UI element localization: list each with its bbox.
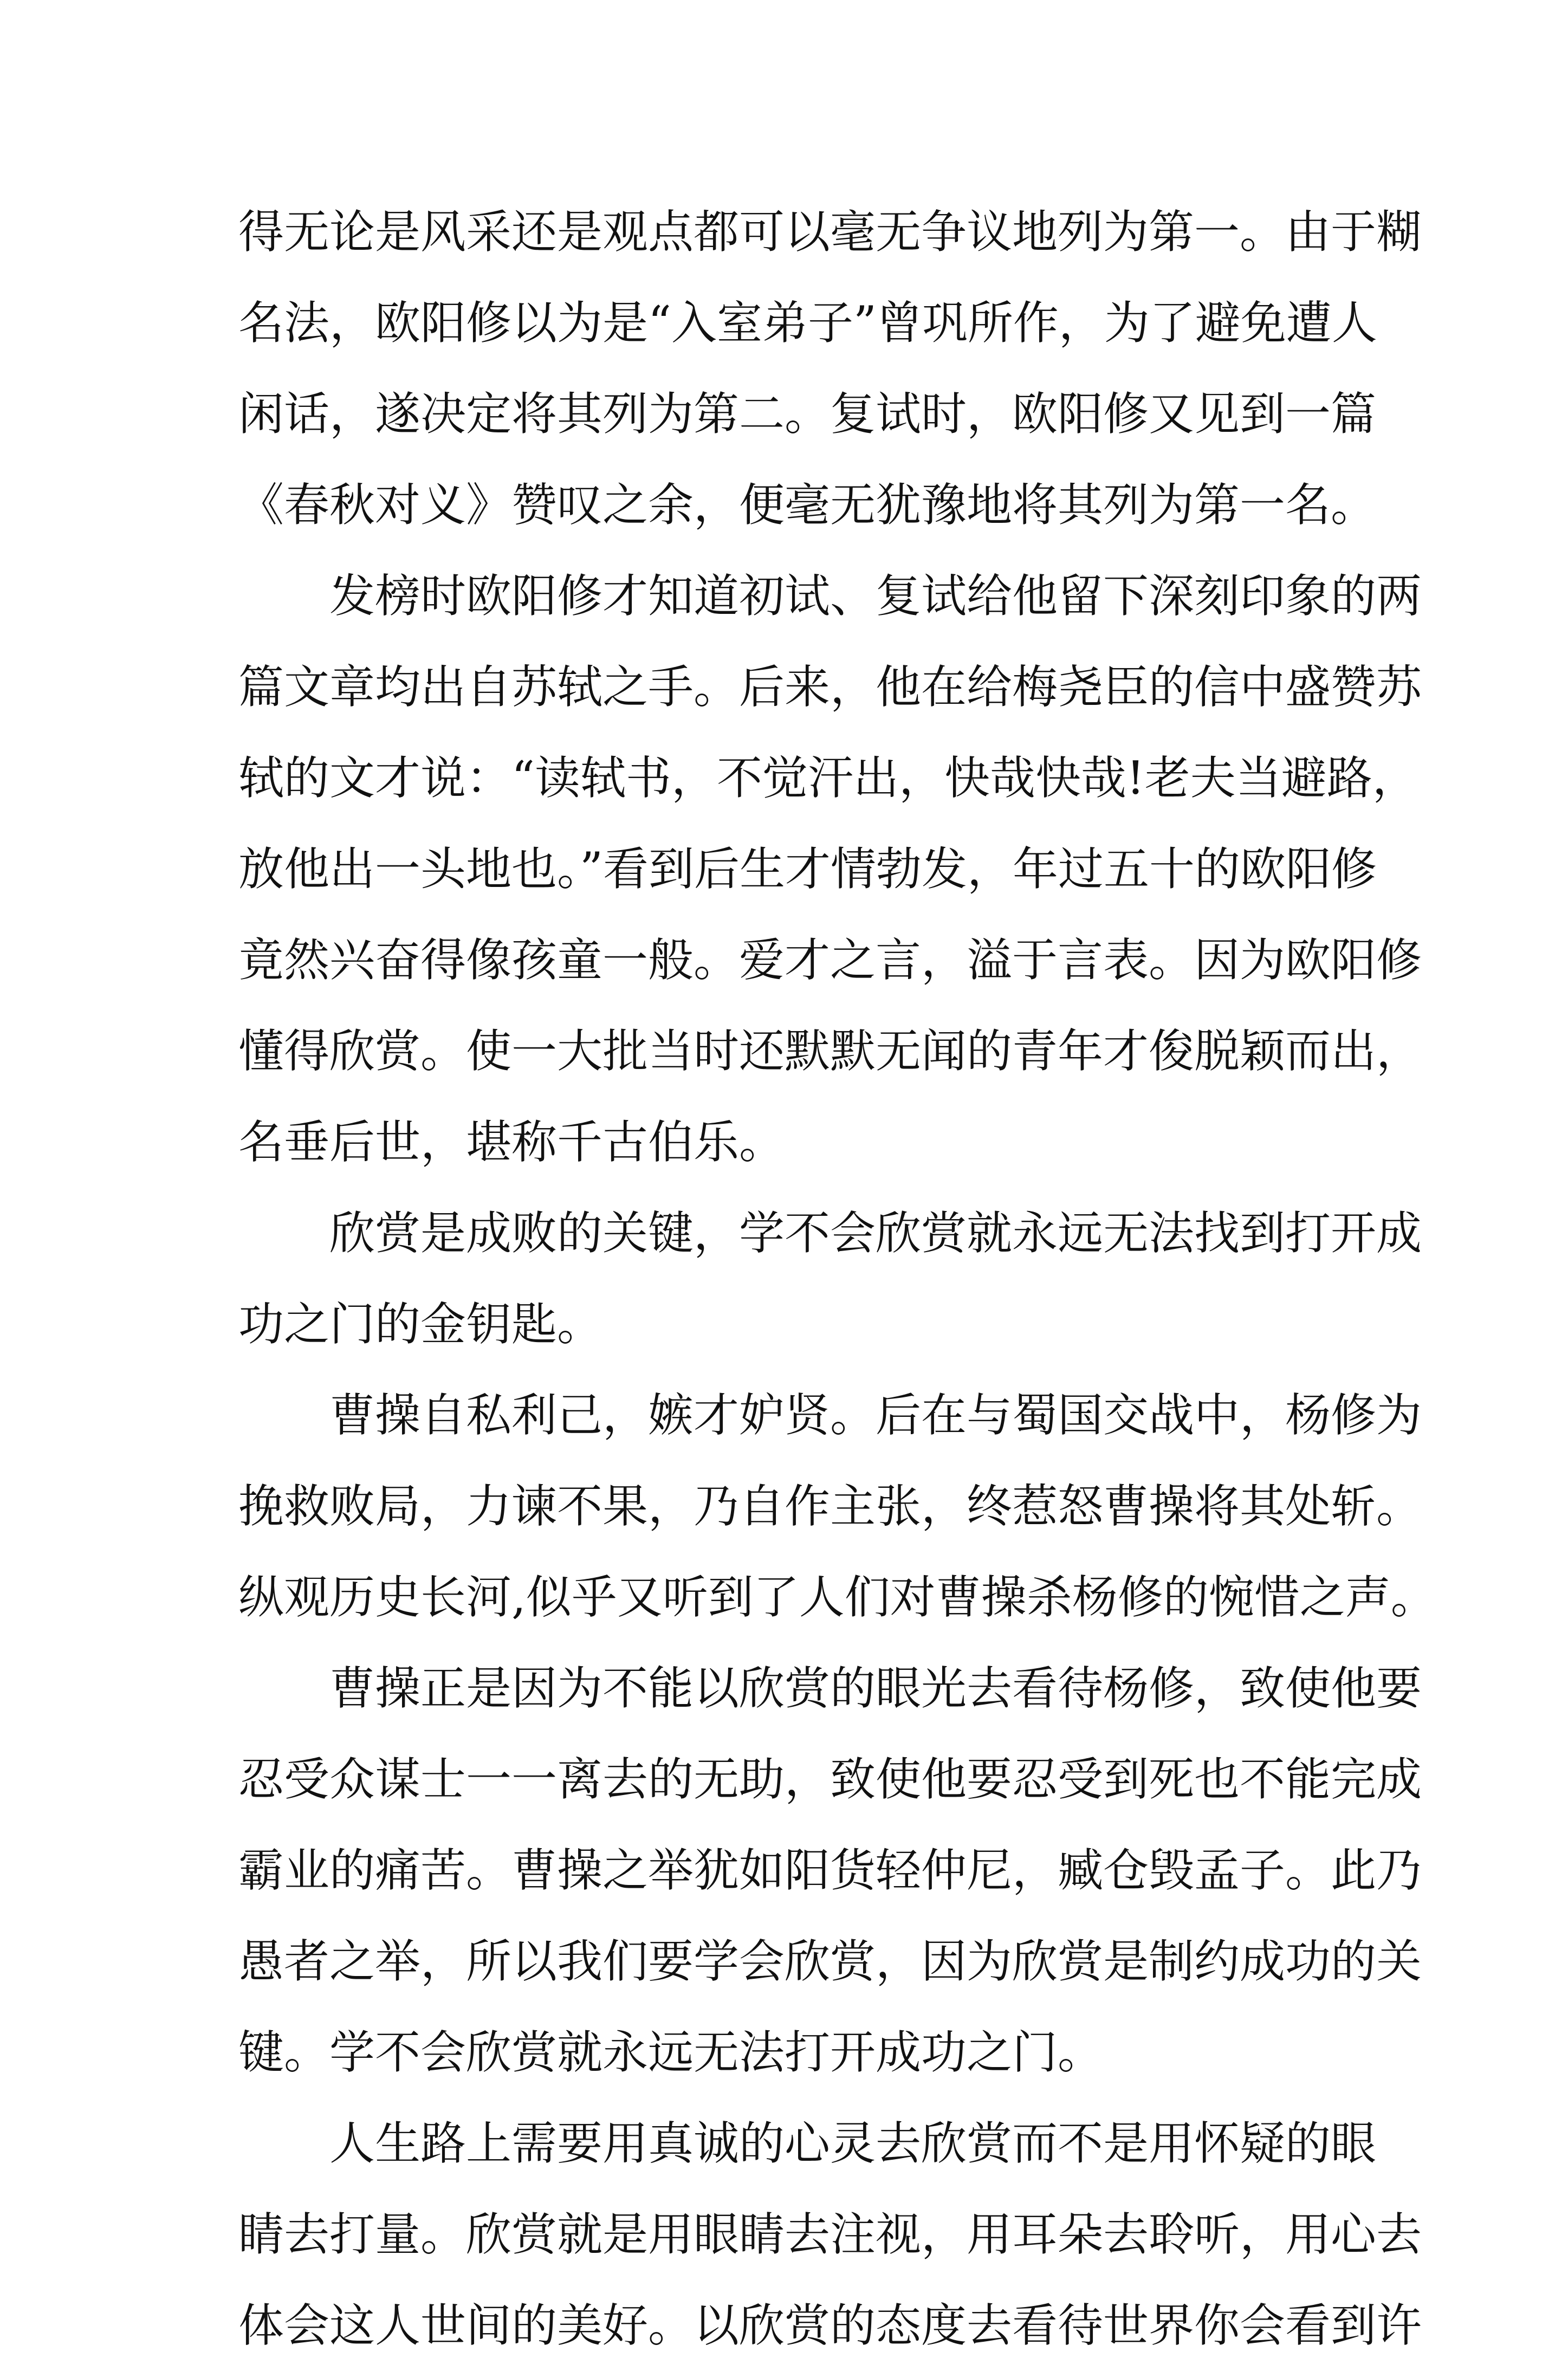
text-line: 放他出一头地也。”看到后生才情勃发，年过五十的欧阳修: [238, 843, 1377, 896]
text-line: 挽救败局，力谏不果，乃自作主张，终惹怒曹操将其处斩。: [238, 1480, 1422, 1533]
body-text: [238, 186, 1436, 2371]
text-line: 忍受众谋士一一离去的无助，致使他要忍受到死也不能完成: [238, 1753, 1422, 1806]
paragraph-first-line: 发榜时欧阳修才知道初试、复试给他留下深刻印象的两: [329, 569, 1422, 623]
text-line: 键。学不会欣赏就永远无法打开成功之门。: [238, 2026, 1104, 2079]
text-line: 睛去打量。欣赏就是用眼睛去注视，用耳朵去聆听，用心去: [238, 2208, 1422, 2261]
text-line: 体会这人世间的美好。以欣赏的态度去看待世界你会看到许: [238, 2299, 1422, 2352]
text-line: 懂得欣赏。使一大批当时还默默无闻的青年才俊脱颖而出，: [238, 1025, 1422, 1078]
text-line: 得无论是风采还是观点都可以毫无争议地列为第一。由于糊: [238, 205, 1422, 258]
text-line: 轼的文才说：“读轼书，不觉汗出，快哉快哉!老夫当避路，: [238, 752, 1418, 805]
text-line: 纵观历史长河,似乎又听到了人们对曹操杀杨修的惋惜之声。: [238, 1571, 1436, 1624]
paragraph-first-line: 人生路上需要用真诚的心灵去欣赏而不是用怀疑的眼: [329, 2117, 1377, 2170]
text-line: 篇文章均出自苏轼之手。后来，他在给梅尧臣的信中盛赞苏: [238, 660, 1422, 714]
text-line: 闲话，遂决定将其列为第二。复试时，欧阳修又见到一篇: [238, 387, 1377, 440]
text-line: 名垂后世，堪称千古伯乐。: [238, 1116, 785, 1169]
text-line: 《春秋对义》赞叹之余，便毫无犹豫地将其列为第一名。: [238, 478, 1377, 532]
paragraph-first-line: 曹操正是因为不能以欣赏的眼光去看待杨修，致使他要: [329, 1662, 1422, 1715]
text-line: 霸业的痛苦。曹操之举犹如阳货轻仲尼，臧仓毁孟子。此乃: [238, 1844, 1422, 1897]
paragraph-first-line: 曹操自私利己，嫉才妒贤。后在与蜀国交战中，杨修为: [329, 1389, 1422, 1442]
text-line: 名法，欧阳修以为是“入室弟子”曾巩所作，为了避免遭人: [238, 296, 1377, 349]
text-line: 竟然兴奋得像孩童一般。爱才之言，溢于言表。因为欧阳修: [238, 934, 1422, 987]
text-line: 愚者之举，所以我们要学会欣赏，因为欣赏是制约成功的关: [238, 1935, 1422, 1988]
text-line: 功之门的金钥匙。: [238, 1298, 603, 1351]
paragraph-first-line: 欣赏是成败的关键，学不会欣赏就永远无法找到打开成: [329, 1207, 1422, 1260]
